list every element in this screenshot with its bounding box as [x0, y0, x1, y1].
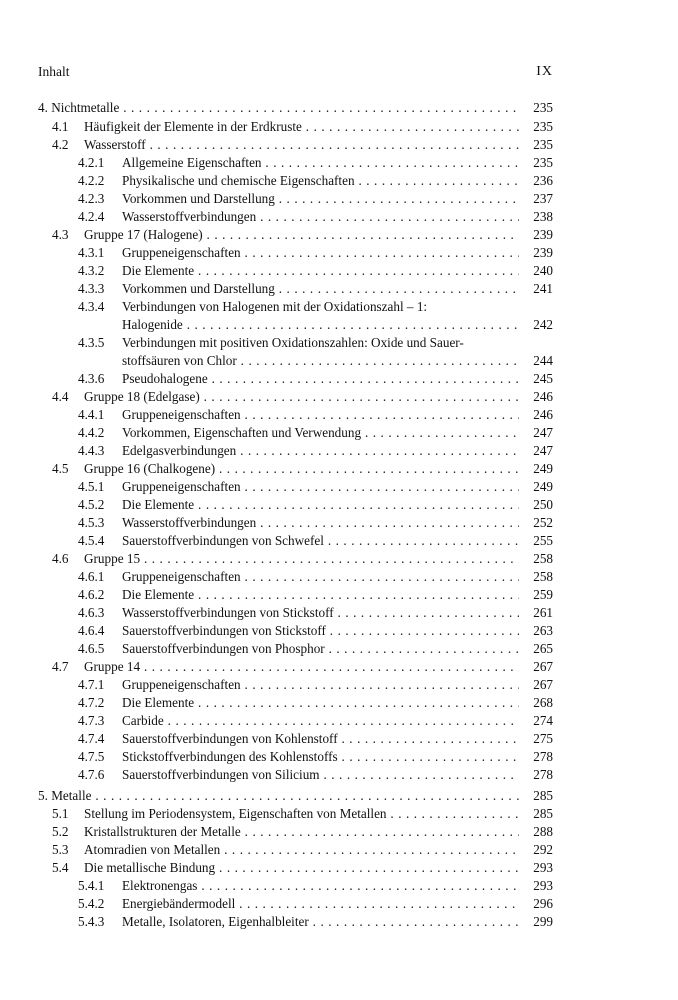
toc-entry-title: Häufigkeit der Elemente in der Erdkruste . . .	[84, 118, 519, 136]
toc-entry-page: 252	[533, 515, 553, 530]
toc-entry-number: 4.3.4	[78, 299, 105, 314]
toc-entry	[38, 190, 553, 208]
toc-entry-title: Gruppe 17 (Halogene) . . .	[84, 226, 519, 244]
toc-entry-page: 299	[533, 914, 553, 929]
toc-entry-number: 5.4.2	[78, 896, 105, 911]
toc-entry-page: 274	[533, 713, 553, 728]
toc-entry-title: Sauerstoffverbindungen von Silicium . . .	[122, 766, 519, 784]
toc-entry	[38, 913, 553, 931]
toc-entry-title: Verbindungen mit positiven Oxidationszahlen: Oxide und Sauer-	[122, 335, 464, 350]
toc-entry-title: Stickstoffverbindungen des Kohlenstoffs . . .	[122, 748, 519, 766]
toc-entry-number: 5.4.3	[78, 914, 105, 929]
toc-entry-page: 288	[533, 824, 553, 839]
toc-entry-title: Stellung im Periodensystem, Eigenschaften von Metallen . . .	[84, 805, 519, 823]
toc-entry-page: 267	[533, 659, 553, 674]
toc-entry	[38, 460, 553, 478]
toc-entry	[38, 640, 553, 658]
toc-entry-number: 4.7.5	[78, 749, 105, 764]
toc-entry	[38, 676, 553, 694]
toc-entry-title: Gruppe 15 . . .	[84, 550, 519, 568]
toc-entry	[38, 787, 553, 805]
toc-entry-number: 4.2.1	[78, 155, 105, 170]
toc-entry-number: 4.2	[52, 137, 69, 152]
toc-entry-number: 4.6.2	[78, 587, 105, 602]
toc-entry-title: Vorkommen und Darstellung . . .	[122, 190, 519, 208]
toc-entry-title: Metalle, Isolatoren, Eigenhalbleiter . . .	[122, 913, 519, 931]
toc-entry-page: 250	[533, 497, 553, 512]
toc-entry-title: Elektronengas . . .	[122, 877, 519, 895]
toc-entry-page: 275	[533, 731, 553, 746]
toc-entry-page: 242	[533, 317, 553, 332]
toc-entry-title: Sauerstoffverbindungen von Phosphor . . .	[122, 640, 519, 658]
toc-entry-page: 293	[533, 860, 553, 875]
toc-entry-page: 247	[533, 425, 553, 440]
toc-entry-number: 4.1	[52, 119, 69, 134]
toc-entry-number: 5.2	[52, 824, 69, 839]
toc-entry-title: 4. Nichtmetalle . . .	[38, 99, 519, 117]
toc-entry	[38, 550, 553, 568]
toc-entry-page: 246	[533, 407, 553, 422]
page-number: IX	[536, 64, 553, 79]
toc-entry-number: 4.4.1	[78, 407, 105, 422]
toc-entry-page: 238	[533, 209, 553, 224]
toc-entry	[38, 478, 553, 496]
toc-entry	[38, 406, 553, 424]
toc-entry-title: Gruppe 16 (Chalkogene) . . .	[84, 460, 519, 478]
toc-entry	[38, 136, 553, 154]
toc-entry	[38, 388, 553, 406]
toc-entry-title: Gruppeneigenschaften . . .	[122, 478, 519, 496]
toc-entry	[38, 514, 553, 532]
toc-entry-number: 4.2.2	[78, 173, 105, 188]
toc-entry-page: 236	[533, 173, 553, 188]
toc-entry-page: 285	[533, 806, 553, 821]
toc-entry-number: 5.4.1	[78, 878, 105, 893]
toc-entry-title: Edelgasverbindungen . . .	[122, 442, 519, 460]
toc-entry	[38, 586, 553, 604]
toc-entry-page: 249	[533, 479, 553, 494]
toc-entry	[38, 568, 553, 586]
toc-entry	[38, 622, 553, 640]
toc-entry-page: 239	[533, 227, 553, 242]
toc-entry	[38, 226, 553, 244]
toc-entry-page: 278	[533, 767, 553, 782]
toc-entry-number: 4.4.2	[78, 425, 105, 440]
toc-entry	[38, 712, 553, 730]
toc-entry	[38, 442, 553, 460]
toc-entry-number: 4.5.4	[78, 533, 105, 548]
toc-entry-page: 239	[533, 245, 553, 260]
toc-entry-page: 268	[533, 695, 553, 710]
toc-entry-number: 4.6.5	[78, 641, 105, 656]
toc-entry-number: 4.7.3	[78, 713, 105, 728]
toc-entry-page: 246	[533, 389, 553, 404]
toc-entry-title: Vorkommen und Darstellung . . .	[122, 280, 519, 298]
toc-entry-title: Energiebändermodell . . .	[122, 895, 519, 913]
toc-entry-title: Die Elemente . . .	[122, 262, 519, 280]
toc-entry-page: 261	[533, 605, 553, 620]
toc-entry-page: 245	[533, 371, 553, 386]
toc-entry-title: Die metallische Bindung . . .	[84, 859, 519, 877]
toc-entry-page: 267	[533, 677, 553, 692]
toc-entry-page: 285	[533, 788, 553, 803]
toc-entry-title: Kristallstrukturen der Metalle . . .	[84, 823, 519, 841]
toc-entry	[38, 496, 553, 514]
toc-entry-title: Gruppe 14 . . .	[84, 658, 519, 676]
toc-entry-number: 4.7.4	[78, 731, 105, 746]
toc-entry-title: Verbindungen von Halogenen mit der Oxidationszahl – 1:	[122, 299, 428, 314]
toc-entry	[38, 316, 553, 334]
toc-entry-title: Atomradien von Metallen . . .	[84, 841, 519, 859]
toc-entry-title: Gruppeneigenschaften . . .	[122, 244, 519, 262]
toc-entry-title: Vorkommen, Eigenschaften und Verwendung . . .	[122, 424, 519, 442]
toc-entry-page: 296	[533, 896, 553, 911]
toc-entry	[38, 154, 553, 172]
toc-entry-number: 4.6.3	[78, 605, 105, 620]
toc-entry-number: 4.6.1	[78, 569, 105, 584]
toc-entry-page: 258	[533, 569, 553, 584]
toc-entry-page: 249	[533, 461, 553, 476]
toc-entry-number: 5.4	[52, 860, 69, 875]
toc-entry-number: 4.2.4	[78, 209, 105, 224]
toc-entry-number: 4.5.1	[78, 479, 105, 494]
toc-entry-page: 247	[533, 443, 553, 458]
toc-entry	[38, 244, 553, 262]
toc-entry	[38, 424, 553, 442]
toc-entry	[38, 895, 553, 913]
toc-entry-title: Pseudohalogene . . .	[122, 370, 519, 388]
toc-entry-number: 4.3.5	[78, 335, 105, 350]
toc-entry-page: 265	[533, 641, 553, 656]
toc-entry-page: 237	[533, 191, 553, 206]
toc-entry	[38, 334, 553, 352]
toc-entry	[38, 859, 553, 877]
toc-entry	[38, 877, 553, 895]
toc-entry-page: 293	[533, 878, 553, 893]
toc-entry-title: Gruppeneigenschaften . . .	[122, 676, 519, 694]
toc-entry-number: 4.7.1	[78, 677, 105, 692]
toc-entry-page: 255	[533, 533, 553, 548]
toc-entry-title: Wasserstoffverbindungen von Stickstoff . . .	[122, 604, 519, 622]
toc-entry-title: Gruppe 18 (Edelgase) . . .	[84, 388, 519, 406]
toc-entry-title: Wasserstoffverbindungen . . .	[122, 514, 519, 532]
toc-entry	[38, 658, 553, 676]
toc-entry	[38, 841, 553, 859]
toc-entry-title: stoffsäuren von Chlor . . .	[122, 352, 519, 370]
toc-entry-number: 4.4	[52, 389, 69, 404]
toc-entry-title: Gruppeneigenschaften . . .	[122, 568, 519, 586]
toc-entry-title: Wasserstoff . . .	[84, 136, 519, 154]
running-head: Inhalt	[38, 64, 70, 79]
toc-entry-page: 235	[533, 137, 553, 152]
toc-entry-page: 244	[533, 353, 553, 368]
toc-entry	[38, 262, 553, 280]
toc-entry-number: 4.5.3	[78, 515, 105, 530]
toc-entry-page: 258	[533, 551, 553, 566]
toc-entry-number: 4.7	[52, 659, 69, 674]
toc-entry	[38, 208, 553, 226]
toc-entry	[38, 352, 553, 370]
toc-entry-page: 292	[533, 842, 553, 857]
toc-entry-number: 4.3	[52, 227, 69, 242]
toc-entry-title: Gruppeneigenschaften . . .	[122, 406, 519, 424]
toc-entry-page: 240	[533, 263, 553, 278]
toc-entry-number: 4.2.3	[78, 191, 105, 206]
toc-entry	[38, 805, 553, 823]
toc-entry-number: 4.4.3	[78, 443, 105, 458]
toc-entry-page: 235	[533, 100, 553, 115]
toc-entry	[38, 694, 553, 712]
toc-entry-number: 4.5	[52, 461, 69, 476]
toc-entry	[38, 823, 553, 841]
toc-entry-title: 5. Metalle . . .	[38, 787, 519, 805]
toc-entry-number: 4.6.4	[78, 623, 105, 638]
toc-entry	[38, 604, 553, 622]
toc-entry-title: Die Elemente . . .	[122, 496, 519, 514]
toc-entry	[38, 99, 553, 117]
toc-entry-title: Physikalische und chemische Eigenschaften . . .	[122, 172, 519, 190]
toc-entry-page: 259	[533, 587, 553, 602]
toc-entry-title: Sauerstoffverbindungen von Kohlenstoff . . .	[122, 730, 519, 748]
toc-entry-page: 241	[533, 281, 553, 296]
toc-entry-number: 4.7.6	[78, 767, 105, 782]
toc-entry-number: 4.3.2	[78, 263, 105, 278]
toc-entry-number: 4.7.2	[78, 695, 105, 710]
toc-entry-page: 278	[533, 749, 553, 764]
page-header	[38, 64, 553, 84]
toc-entry	[38, 298, 553, 316]
toc-entry-page: 235	[533, 155, 553, 170]
toc-entry-number: 4.3.3	[78, 281, 105, 296]
toc-entry-page: 235	[533, 119, 553, 134]
toc-entry-page: 263	[533, 623, 553, 638]
toc-entry	[38, 766, 553, 784]
toc-entry-title: Allgemeine Eigenschaften . . .	[122, 154, 519, 172]
toc-entry-number: 4.6	[52, 551, 69, 566]
toc-entry-number: 4.5.2	[78, 497, 105, 512]
toc-entry-number: 4.3.1	[78, 245, 105, 260]
toc-entry-title: Wasserstoffverbindungen . . .	[122, 208, 519, 226]
toc-entry-title: Sauerstoffverbindungen von Stickstoff . . .	[122, 622, 519, 640]
toc-entry-title: Die Elemente . . .	[122, 694, 519, 712]
toc-entry	[38, 730, 553, 748]
toc-entry-title: Halogenide . . .	[122, 316, 519, 334]
toc-entry-title: Sauerstoffverbindungen von Schwefel . . .	[122, 532, 519, 550]
toc-entry-number: 5.1	[52, 806, 69, 821]
toc-entry-number: 4.3.6	[78, 371, 105, 386]
toc-entry	[38, 532, 553, 550]
toc-entry	[38, 370, 553, 388]
toc-entry-number: 5.3	[52, 842, 69, 857]
toc-entry-title: Die Elemente . . .	[122, 586, 519, 604]
toc-entry	[38, 748, 553, 766]
toc-entry-title: Carbide . . .	[122, 712, 519, 730]
toc-entry	[38, 280, 553, 298]
toc-entry	[38, 118, 553, 136]
toc-entry	[38, 172, 553, 190]
